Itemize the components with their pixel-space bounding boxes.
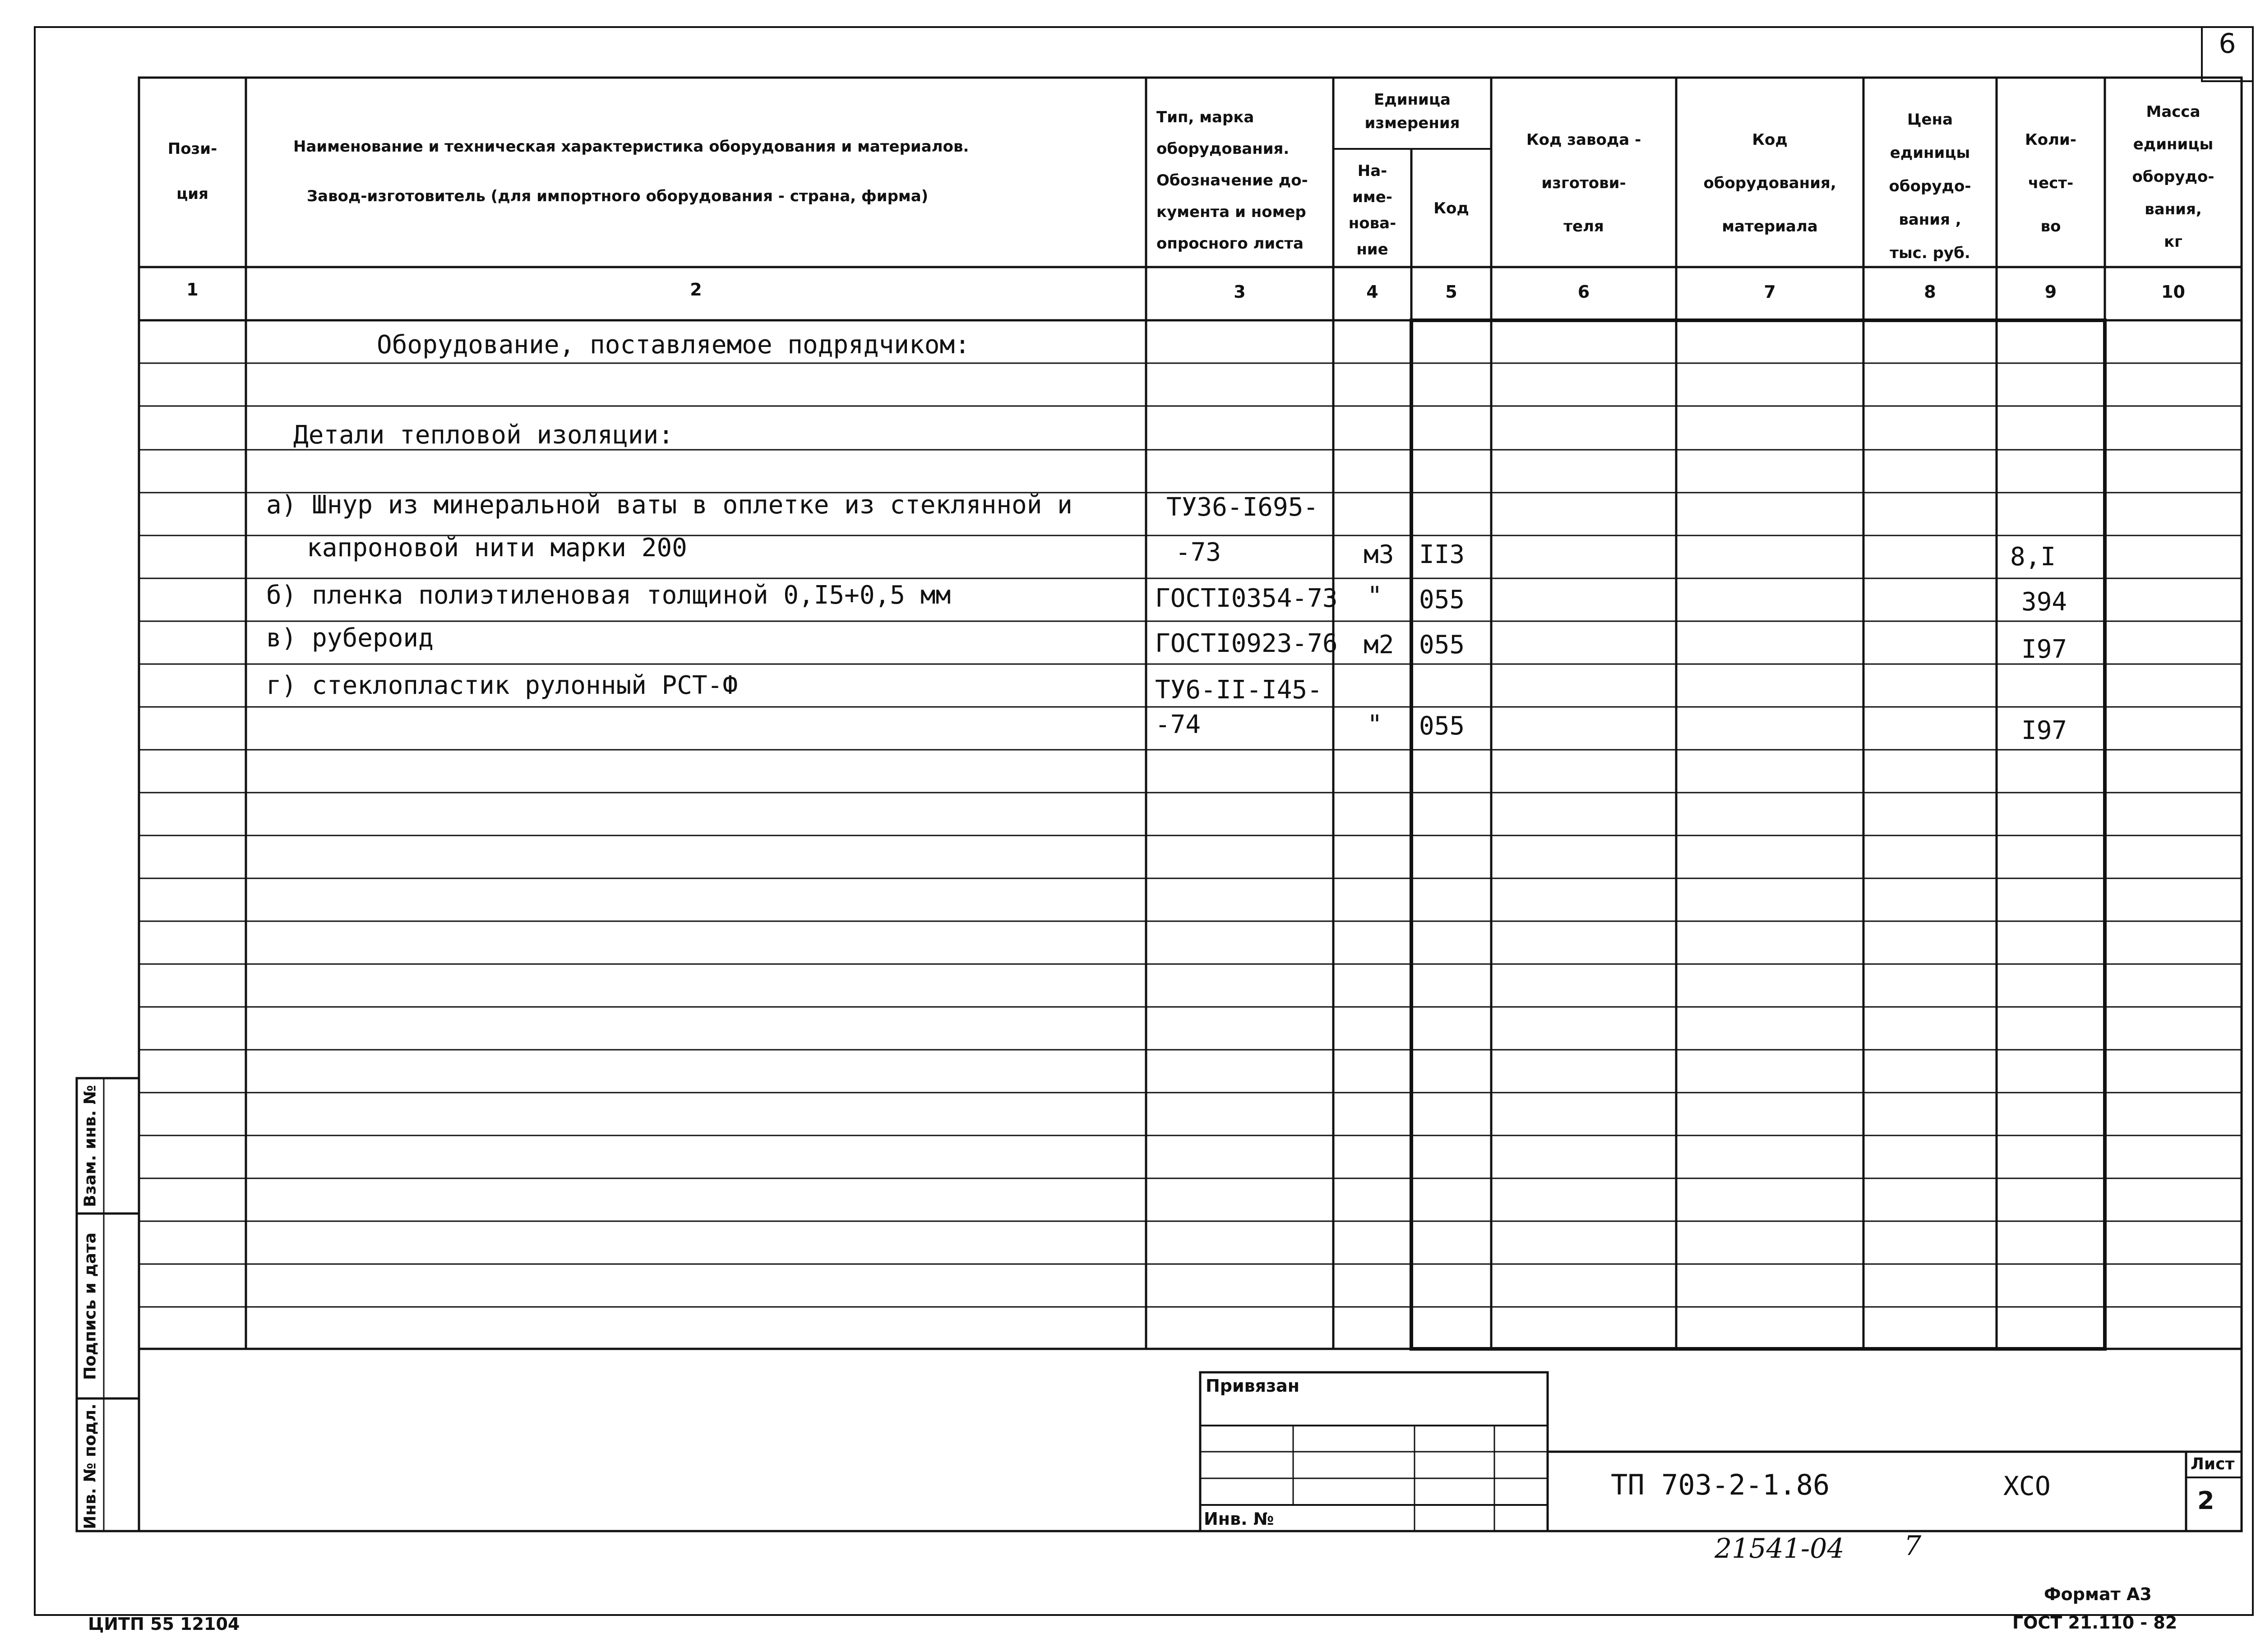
header-col8-line3: оборудо- xyxy=(1889,177,1971,195)
header-unit-line1: Единица xyxy=(1374,91,1451,109)
row-1-name: Оборудование, поставляемое подрядчиком: xyxy=(377,330,970,360)
row-8-name: в) рубероид xyxy=(266,623,434,653)
row-8-code: 055 xyxy=(1419,630,1465,660)
stamp-handwritten2: 7 xyxy=(1904,1530,1922,1562)
header-col7 xyxy=(1676,118,1863,248)
row-7-doc: ГОСТI0354-73 xyxy=(1155,584,1338,613)
colnum-4: 4 xyxy=(1366,282,1378,302)
header-col10-line3: оборудо- xyxy=(2132,168,2214,186)
header-col2-line2: Завод-изготовитель (для импортного оборудования - страна, фирма) xyxy=(307,187,929,205)
stamp-inv-no: Инв. № xyxy=(1204,1509,1274,1529)
header-col7-line1: Код xyxy=(1752,131,1788,149)
row-5-name: а) Шнур из минеральной ваты в оплетке из стеклянной и xyxy=(266,490,1073,520)
row-6-name: капроновой нити марки 200 xyxy=(307,533,687,563)
header-col1-line2: ция xyxy=(176,185,208,203)
header-col9-line1: Коли- xyxy=(2025,131,2076,149)
header-col3-line2: оборудования. xyxy=(1156,140,1290,158)
row-6-code: II3 xyxy=(1419,540,1465,569)
header-col7-line3: материала xyxy=(1722,217,1818,235)
header-col1-line1: Пози- xyxy=(167,140,217,158)
header-col1 xyxy=(139,126,246,217)
header-col7-line2: оборудования, xyxy=(1703,174,1836,192)
header-col5: Код xyxy=(1433,199,1469,217)
stamp-doc-code: ТП 703-2-1.86 xyxy=(1611,1468,1830,1501)
row-9-doc: ТУ6-II-I45- xyxy=(1155,675,1322,705)
stamp-sheet-label: Лист xyxy=(2191,1455,2235,1473)
header-col8-line4: вания , xyxy=(1899,211,1961,229)
header-col10-line1: Масса xyxy=(2146,103,2201,121)
header-col9-line3: во xyxy=(2040,217,2061,235)
header-col3-line1: Тип, марка xyxy=(1156,108,1254,126)
colnum-8: 8 xyxy=(1924,282,1936,302)
header-col10-line5: кг xyxy=(2164,233,2182,251)
row-7-code: 055 xyxy=(1419,585,1465,614)
colnum-10: 10 xyxy=(2161,282,2185,302)
header-col4-line1: На- xyxy=(1357,162,1387,180)
header-col4 xyxy=(1333,158,1411,263)
stamp-doc-type: ХСО xyxy=(2003,1471,2051,1501)
header-col9 xyxy=(1997,118,2105,248)
row-6-qty: 8,I xyxy=(2010,542,2056,572)
row-5-doc: ТУ36-I695- xyxy=(1166,493,1319,522)
header-unit-group xyxy=(1333,88,1491,135)
header-col9-line2: чест- xyxy=(2028,174,2074,192)
stamp-handwritten: 21541-04 xyxy=(1715,1533,1845,1564)
stamp-privyazan: Привязан xyxy=(1206,1376,1300,1396)
row-10-doc: -74 xyxy=(1155,710,1201,739)
header-col3 xyxy=(1148,102,1341,259)
colnum-7: 7 xyxy=(1764,282,1776,302)
stamp-sheet-no: 2 xyxy=(2197,1486,2214,1515)
row-3-name: Детали тепловой изоляции: xyxy=(293,420,674,450)
header-col3-line5: опросного листа xyxy=(1156,235,1304,253)
side-label-podpis: Подпись и дата xyxy=(81,1232,100,1380)
row-9-name: г) стеклопластик рулонный РСТ-Ф xyxy=(266,671,738,700)
header-col8 xyxy=(1863,103,1997,270)
row-10-unit: " xyxy=(1367,710,1382,739)
header-col2 xyxy=(246,122,1193,221)
header-col3-line3: Обозначение до- xyxy=(1156,171,1308,189)
header-col8-line5: тыс. руб. xyxy=(1890,244,1970,262)
header-col6-line1: Код завода - xyxy=(1526,131,1641,149)
colnum-3: 3 xyxy=(1234,282,1246,302)
row-6-doc: -73 xyxy=(1175,538,1221,567)
side-label-inv-podl: Инв. № подл. xyxy=(81,1403,100,1529)
stamp-gost: ГОСТ 21.110 - 82 xyxy=(2012,1613,2177,1633)
header-col2-line1: Наименование и техническая характеристика оборудования и материалов. xyxy=(293,138,969,156)
colnum-6: 6 xyxy=(1577,282,1590,302)
header-col4-line3: нова- xyxy=(1348,214,1396,232)
row-10-code: 055 xyxy=(1419,711,1465,741)
header-col10-line2: единицы xyxy=(2133,135,2214,153)
header-col3-line4: кумента и номер xyxy=(1156,203,1306,221)
corner-number: 6 xyxy=(2219,28,2236,60)
stamp-citp: ЦИТП 55 12104 xyxy=(88,1614,240,1634)
header-col6-line2: изготови- xyxy=(1541,174,1626,192)
row-6-unit: м3 xyxy=(1364,540,1394,569)
row-8-qty: I97 xyxy=(2021,635,2067,664)
colnum-9: 9 xyxy=(2044,282,2057,302)
row-8-doc: ГОСТI0923-76 xyxy=(1155,629,1338,658)
header-col10-line4: вания, xyxy=(2145,200,2202,218)
header-col4-line2: име- xyxy=(1352,188,1392,206)
header-unit-line2: измерения xyxy=(1364,114,1460,132)
row-10-qty: I97 xyxy=(2021,716,2067,745)
header-col8-line2: единицы xyxy=(1890,144,1970,162)
header-col6-line3: теля xyxy=(1563,217,1604,235)
stamp-format: Формат А3 xyxy=(2044,1584,2152,1604)
header-col10 xyxy=(2105,96,2242,258)
row-7-unit: " xyxy=(1367,581,1382,611)
header-col8-line1: Цена xyxy=(1907,111,1953,129)
row-7-qty: 394 xyxy=(2021,587,2067,617)
side-label-vzam: Взам. инв. № xyxy=(81,1085,100,1207)
colnum-2: 2 xyxy=(690,280,702,300)
header-col6 xyxy=(1491,118,1676,248)
colnum-1: 1 xyxy=(186,280,199,300)
row-7-name: б) пленка полиэтиленовая толщиной 0,I5+0,5 мм xyxy=(266,581,951,610)
colnum-5: 5 xyxy=(1445,282,1457,302)
row-8-unit: м2 xyxy=(1364,630,1394,660)
header-col4-line4: ние xyxy=(1356,240,1388,258)
